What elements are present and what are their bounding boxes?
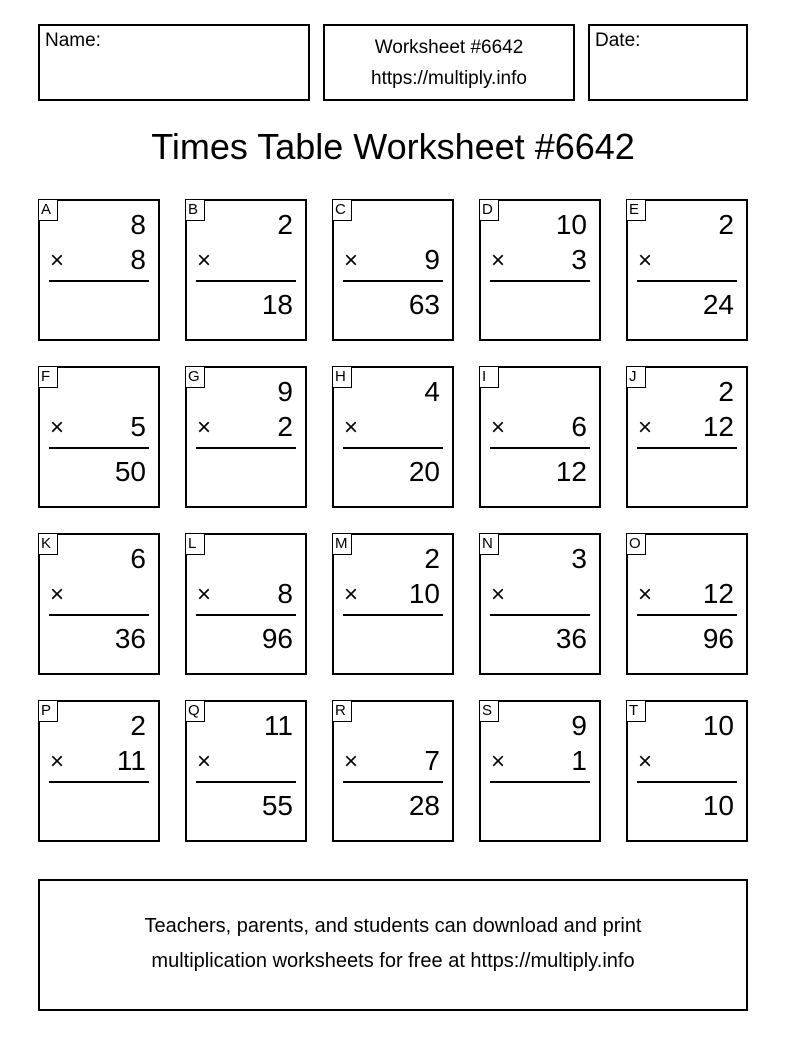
problem-box xyxy=(479,366,601,508)
worksheet-id: Worksheet #6642 xyxy=(374,37,524,58)
problem-letter: M xyxy=(332,533,352,555)
problem-letter: F xyxy=(38,366,58,388)
problem-box xyxy=(185,199,307,341)
problem-letter: P xyxy=(38,700,58,722)
problem-letter: N xyxy=(479,533,499,555)
site-url: https://multiply.info xyxy=(371,68,527,89)
problem-bottom-number: 7 xyxy=(424,745,440,776)
problem-bottom-number: 12 xyxy=(702,578,734,609)
problem-top-number: 2 xyxy=(424,543,440,574)
multiply-sign: × xyxy=(638,581,653,608)
problem-bottom-number: 8 xyxy=(277,578,293,609)
multiply-sign: × xyxy=(344,247,359,274)
problem-rule xyxy=(490,447,590,449)
problem-top-number: 2 xyxy=(718,209,734,240)
problem-bottom-number: 11 xyxy=(116,745,146,776)
problem-box xyxy=(332,700,454,842)
problem-letter: L xyxy=(185,533,205,555)
multiply-sign: × xyxy=(638,748,653,775)
problem-top-number: 2 xyxy=(277,209,293,240)
problem-answer: 36 xyxy=(114,623,146,654)
problem-letter: O xyxy=(626,533,646,555)
problem-box xyxy=(626,366,748,508)
problem-answer: 28 xyxy=(408,790,440,821)
multiply-sign: × xyxy=(344,414,359,441)
problem-answer: 96 xyxy=(702,623,734,654)
multiply-sign: × xyxy=(638,247,653,274)
multiply-sign: × xyxy=(638,414,653,441)
problem-box xyxy=(332,533,454,675)
multiply-sign: × xyxy=(50,414,65,441)
problem-letter: A xyxy=(38,199,58,221)
problem-box xyxy=(626,700,748,842)
problem-answer: 36 xyxy=(555,623,587,654)
problem-rule xyxy=(49,447,149,449)
problem-box xyxy=(185,366,307,508)
problem-box xyxy=(332,366,454,508)
problem-box xyxy=(38,366,160,508)
problem-top-number: 6 xyxy=(130,543,146,574)
worksheet-id-box xyxy=(323,24,575,101)
date-field-box xyxy=(588,24,748,101)
problem-bottom-number: 9 xyxy=(424,244,440,275)
problem-letter: B xyxy=(185,199,205,221)
multiply-sign: × xyxy=(197,247,212,274)
problem-answer: 10 xyxy=(702,790,734,821)
problem-rule xyxy=(343,614,443,616)
name-field-box xyxy=(38,24,310,101)
problem-bottom-number: 8 xyxy=(130,244,146,275)
problem-answer: 55 xyxy=(261,790,293,821)
problem-top-number: 11 xyxy=(263,710,293,741)
problem-rule xyxy=(490,614,590,616)
problem-rule xyxy=(637,280,737,282)
problem-bottom-number: 12 xyxy=(702,411,734,442)
problem-rule xyxy=(49,614,149,616)
problem-top-number: 8 xyxy=(130,209,146,240)
problem-letter: I xyxy=(479,366,499,388)
problem-rule xyxy=(196,447,296,449)
problem-letter: Q xyxy=(185,700,205,722)
problem-answer: 63 xyxy=(408,289,440,320)
multiply-sign: × xyxy=(197,748,212,775)
page-title: Times Table Worksheet #6642 xyxy=(151,126,635,167)
problem-answer: 18 xyxy=(261,289,293,320)
problem-box xyxy=(38,199,160,341)
problem-letter: J xyxy=(626,366,646,388)
problem-box xyxy=(479,533,601,675)
problem-box xyxy=(626,533,748,675)
problem-box xyxy=(38,700,160,842)
problem-bottom-number: 3 xyxy=(571,244,587,275)
problem-rule xyxy=(343,781,443,783)
problem-box xyxy=(626,199,748,341)
multiply-sign: × xyxy=(491,414,506,441)
problem-rule xyxy=(637,781,737,783)
multiply-sign: × xyxy=(491,748,506,775)
problem-top-number: 2 xyxy=(130,710,146,741)
problem-top-number: 9 xyxy=(277,376,293,407)
problem-top-number: 3 xyxy=(571,543,587,574)
multiply-sign: × xyxy=(197,581,212,608)
problem-letter: H xyxy=(332,366,352,388)
problem-answer: 12 xyxy=(555,456,587,487)
footer-line-2: multiplication worksheets for free at https://multiply.info xyxy=(151,950,635,972)
problem-bottom-number: 1 xyxy=(571,745,587,776)
problem-top-number: 2 xyxy=(718,376,734,407)
problem-rule xyxy=(49,781,149,783)
problem-letter: S xyxy=(479,700,499,722)
problem-bottom-number: 2 xyxy=(277,411,293,442)
problem-bottom-number: 5 xyxy=(130,411,146,442)
problem-rule xyxy=(196,280,296,282)
problem-top-number: 9 xyxy=(571,710,587,741)
footer-box xyxy=(38,879,748,1011)
problem-rule xyxy=(196,614,296,616)
problem-box xyxy=(185,700,307,842)
problem-box xyxy=(479,199,601,341)
problem-rule xyxy=(490,280,590,282)
problem-answer: 96 xyxy=(261,623,293,654)
problem-top-number: 4 xyxy=(424,376,440,407)
problem-rule xyxy=(343,280,443,282)
problem-box xyxy=(479,700,601,842)
problem-answer: 24 xyxy=(702,289,734,320)
multiply-sign: × xyxy=(50,581,65,608)
problem-box xyxy=(332,199,454,341)
multiply-sign: × xyxy=(197,414,212,441)
problem-rule xyxy=(196,781,296,783)
multiply-sign: × xyxy=(491,581,506,608)
problem-letter: G xyxy=(185,366,205,388)
problem-top-number: 10 xyxy=(702,710,734,741)
multiply-sign: × xyxy=(344,581,359,608)
problem-letter: D xyxy=(479,199,499,221)
problem-letter: K xyxy=(38,533,58,555)
footer-line-1: Teachers, parents, and students can download and print xyxy=(144,915,642,937)
problem-top-number: 10 xyxy=(555,209,587,240)
problem-letter: R xyxy=(332,700,352,722)
problem-letter: C xyxy=(332,199,352,221)
problem-answer: 20 xyxy=(408,456,440,487)
date-label: Date: xyxy=(595,30,641,51)
multiply-sign: × xyxy=(50,247,65,274)
multiply-sign: × xyxy=(344,748,359,775)
name-label: Name: xyxy=(45,30,101,51)
multiply-sign: × xyxy=(50,748,65,775)
problem-letter: T xyxy=(626,700,646,722)
problem-rule xyxy=(637,447,737,449)
problem-rule xyxy=(343,447,443,449)
problem-box xyxy=(185,533,307,675)
problem-bottom-number: 6 xyxy=(571,411,587,442)
problem-answer: 50 xyxy=(114,456,146,487)
problem-rule xyxy=(490,781,590,783)
multiply-sign: × xyxy=(491,247,506,274)
problem-box xyxy=(38,533,160,675)
problem-bottom-number: 10 xyxy=(408,578,440,609)
problem-rule xyxy=(49,280,149,282)
problem-rule xyxy=(637,614,737,616)
problem-letter: E xyxy=(626,199,646,221)
